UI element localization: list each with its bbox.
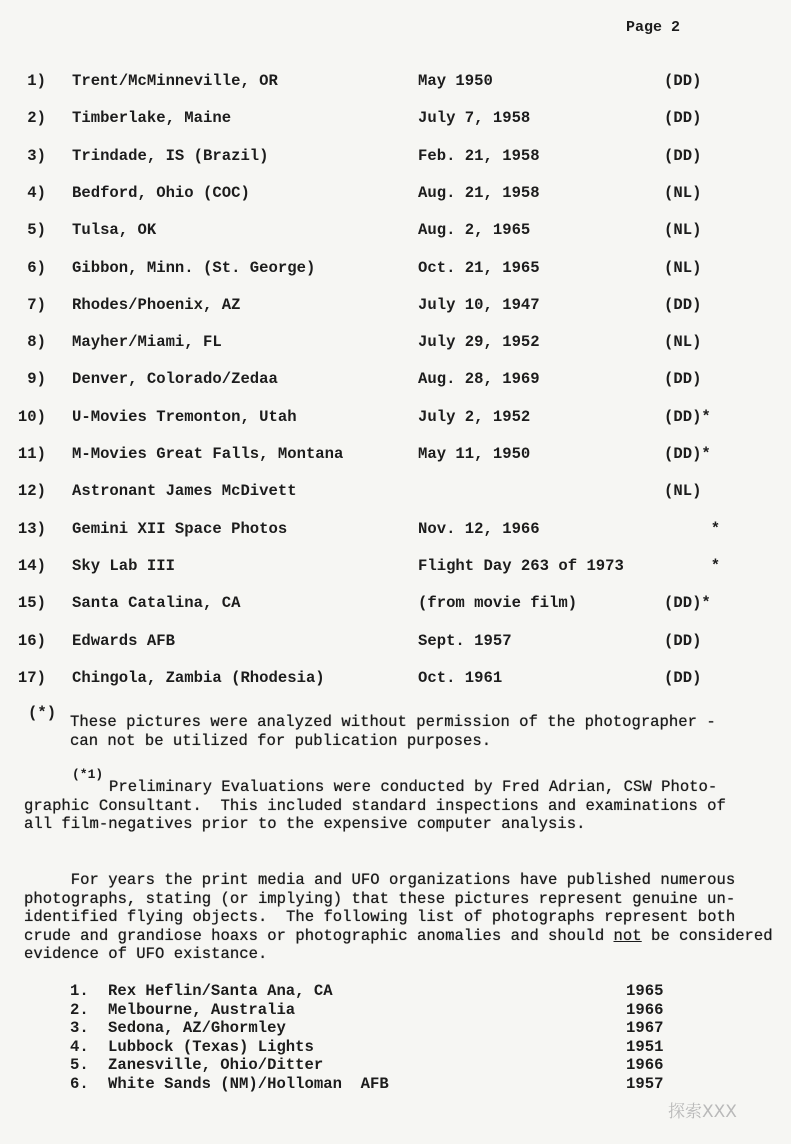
footnote-1-line: graphic Consultant. This included standard inspections and examinations of bbox=[24, 796, 726, 815]
case-location: Edwards AFB bbox=[72, 631, 175, 650]
case-row bbox=[0, 370, 791, 390]
case-number: 3) bbox=[27, 146, 46, 165]
hoax-row bbox=[0, 982, 791, 1000]
case-date: Sept. 1957 bbox=[418, 631, 512, 650]
case-code: (NL) bbox=[664, 221, 702, 240]
hoax-year: 1966 bbox=[626, 1000, 664, 1019]
case-location: Gibbon, Minn. (St. George) bbox=[72, 258, 316, 277]
paragraph-line: crude and grandiose hoaxs or photographic anomalies and should bbox=[24, 926, 614, 945]
paragraph-line: evidence of UFO existance. bbox=[24, 945, 268, 963]
case-row bbox=[0, 482, 791, 502]
case-location: Denver, Colorado/Zedaa bbox=[72, 370, 278, 389]
case-date: May 11, 1950 bbox=[418, 445, 531, 463]
footnote-1-line: Preliminary Evaluations were conducted by Fred Adrian, CSW Photo- bbox=[109, 778, 718, 796]
footnote-1-text bbox=[24, 778, 726, 834]
case-location: Chingola, Zambia (Rhodesia) bbox=[72, 668, 325, 687]
case-row bbox=[0, 221, 791, 241]
case-row bbox=[0, 594, 791, 614]
case-date: Oct. 21, 1965 bbox=[418, 258, 540, 277]
paragraph-line: photographs, stating (or implying) that these pictures represent genuine un- bbox=[24, 889, 736, 908]
hoax-number: 2. bbox=[70, 1000, 89, 1019]
case-code: (DD)* bbox=[664, 594, 711, 613]
case-row bbox=[0, 72, 791, 92]
hoax-year: 1966 bbox=[626, 1056, 664, 1075]
case-location: Santa Catalina, CA bbox=[72, 594, 241, 613]
case-number: 8) bbox=[27, 333, 46, 352]
hoax-year: 1957 bbox=[626, 1075, 664, 1093]
hoax-year: 1965 bbox=[626, 982, 664, 1000]
hoax-name: Sedona, AZ/Ghormley bbox=[108, 1019, 286, 1038]
case-code: (DD) bbox=[664, 631, 702, 650]
case-location: U-Movies Tremonton, Utah bbox=[72, 407, 297, 426]
paragraph-line: be considered bbox=[641, 926, 773, 945]
underlined-not: not bbox=[613, 926, 642, 945]
hoax-name: Rex Heflin/Santa Ana, CA bbox=[108, 982, 333, 1000]
case-date: Oct. 1961 bbox=[418, 668, 503, 687]
case-row bbox=[0, 259, 791, 279]
case-number: 6) bbox=[27, 258, 46, 277]
case-number: 2) bbox=[27, 109, 46, 128]
hoax-row bbox=[0, 1056, 791, 1074]
case-location: Sky Lab III bbox=[72, 556, 175, 575]
case-row bbox=[0, 408, 791, 428]
case-date: July 29, 1952 bbox=[418, 333, 540, 352]
hoax-row bbox=[0, 1075, 791, 1093]
case-number: 1) bbox=[27, 72, 46, 90]
case-row bbox=[0, 109, 791, 129]
footnote-1-line: all film-negatives prior to the expensive computer analysis. bbox=[24, 815, 586, 833]
footnote-line: can not be utilized for publication purposes. bbox=[70, 731, 492, 750]
case-date: Nov. 12, 1966 bbox=[418, 519, 540, 538]
hoax-name: Lubbock (Texas) Lights bbox=[108, 1037, 314, 1056]
case-location: Rhodes/Phoenix, AZ bbox=[72, 295, 241, 314]
case-location: Mayher/Miami, FL bbox=[72, 333, 222, 352]
case-code: (DD) bbox=[664, 146, 702, 165]
hoax-year: 1967 bbox=[626, 1019, 664, 1038]
case-date: Aug. 2, 1965 bbox=[418, 221, 531, 240]
hoax-name: Zanesville, Ohio/Ditter bbox=[108, 1056, 324, 1075]
case-code: (DD)* bbox=[664, 445, 711, 463]
case-code: (DD) bbox=[664, 370, 702, 389]
hoax-number: 3. bbox=[70, 1019, 89, 1038]
case-number: 14) bbox=[17, 556, 46, 575]
paragraph-line: identified flying objects. The following list of photographs represent both bbox=[24, 908, 736, 926]
watermark: 探索XXX bbox=[668, 1102, 737, 1122]
case-number: 15) bbox=[17, 594, 46, 613]
case-date: Flight Day 263 of 1973 bbox=[418, 556, 624, 575]
case-row bbox=[0, 632, 791, 652]
case-number: 5) bbox=[27, 221, 46, 240]
case-number: 13) bbox=[17, 519, 46, 538]
case-code: (DD) bbox=[664, 668, 702, 687]
case-row bbox=[0, 184, 791, 204]
footnote-marker-1: (*1) bbox=[72, 767, 104, 782]
footnote-line: These pictures were analyzed without permission of the photographer - bbox=[70, 713, 716, 731]
case-location: M-Movies Great Falls, Montana bbox=[72, 445, 344, 463]
case-code: (DD) bbox=[664, 109, 702, 128]
hoax-name: White Sands (NM)/Holloman AFB bbox=[108, 1075, 389, 1093]
case-number: 17) bbox=[17, 668, 46, 687]
case-code: (DD)* bbox=[664, 407, 711, 426]
hoax-row bbox=[0, 1038, 791, 1056]
case-number: 7) bbox=[27, 295, 46, 314]
case-date: July 10, 1947 bbox=[418, 295, 540, 314]
case-location: Tulsa, OK bbox=[72, 221, 157, 240]
hoax-number: 6. bbox=[70, 1075, 89, 1093]
case-row bbox=[0, 520, 791, 540]
case-location: Astronant James McDivett bbox=[72, 482, 297, 501]
case-number: 12) bbox=[17, 482, 46, 501]
case-date: Aug. 21, 1958 bbox=[418, 183, 540, 202]
case-location: Trent/McMinneville, OR bbox=[72, 72, 278, 90]
case-code: (NL) bbox=[664, 482, 702, 501]
case-code: * bbox=[664, 519, 721, 538]
hoax-number: 4. bbox=[70, 1037, 89, 1056]
case-code: (NL) bbox=[664, 183, 702, 202]
case-date: Aug. 28, 1969 bbox=[418, 370, 540, 389]
paragraph-line: For years the print media and UFO organizations have published numerous bbox=[24, 871, 736, 889]
case-row bbox=[0, 147, 791, 167]
case-number: 11) bbox=[17, 445, 46, 463]
case-date: (from movie film) bbox=[418, 594, 578, 613]
footnote-text bbox=[70, 713, 716, 750]
footnote-marker: (*) bbox=[28, 704, 57, 722]
hoax-year: 1951 bbox=[626, 1037, 664, 1056]
case-date: Feb. 21, 1958 bbox=[418, 146, 540, 165]
hoax-number: 1. bbox=[70, 982, 89, 1000]
intro-paragraph bbox=[24, 871, 773, 964]
case-code: (DD) bbox=[664, 295, 702, 314]
case-row bbox=[0, 669, 791, 689]
case-code: (NL) bbox=[664, 258, 702, 277]
case-location: Timberlake, Maine bbox=[72, 109, 232, 128]
hoax-row bbox=[0, 1019, 791, 1037]
hoax-name: Melbourne, Australia bbox=[108, 1000, 296, 1019]
case-code: * bbox=[664, 556, 721, 575]
case-code: (NL) bbox=[664, 333, 702, 352]
hoax-number: 5. bbox=[70, 1056, 89, 1075]
case-number: 4) bbox=[27, 183, 46, 202]
case-date: July 7, 1958 bbox=[418, 109, 531, 128]
case-row bbox=[0, 445, 791, 465]
case-number: 10) bbox=[17, 407, 46, 426]
case-location: Gemini XII Space Photos bbox=[72, 519, 288, 538]
case-location: Bedford, Ohio (COC) bbox=[72, 183, 250, 202]
case-code: (DD) bbox=[664, 72, 702, 90]
case-row bbox=[0, 296, 791, 316]
page-number: Page 2 bbox=[626, 19, 681, 36]
case-date: July 2, 1952 bbox=[418, 407, 531, 426]
case-row bbox=[0, 557, 791, 577]
case-number: 16) bbox=[17, 631, 46, 650]
hoax-row bbox=[0, 1001, 791, 1019]
case-location: Trindade, IS (Brazil) bbox=[72, 146, 269, 165]
case-row bbox=[0, 333, 791, 353]
case-number: 9) bbox=[27, 370, 46, 389]
case-date: May 1950 bbox=[418, 72, 493, 90]
